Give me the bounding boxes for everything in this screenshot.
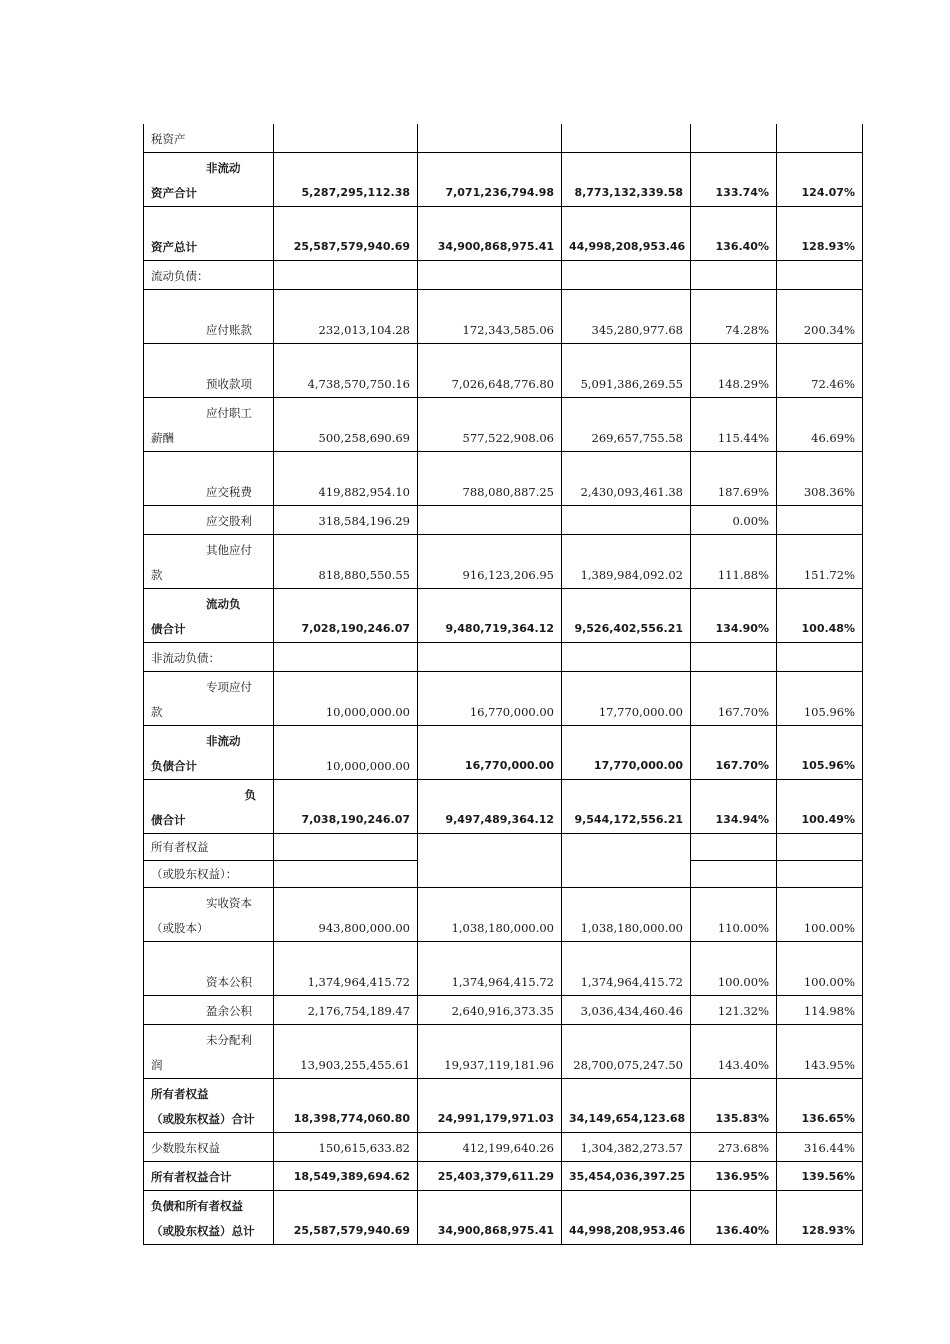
table-row <box>144 1079 863 1133</box>
cell-value: 7,038,190,246.07 <box>274 780 418 834</box>
cell-value: 148.29% <box>691 344 777 398</box>
cell-value: 1,374,964,415.72 <box>562 942 691 996</box>
cell-value: 7,028,190,246.07 <box>274 589 418 643</box>
cell-value <box>562 834 691 888</box>
cell-value: 10,000,000.00 <box>274 726 418 780</box>
cell-value: 7,026,648,776.80 <box>418 344 562 398</box>
table-row <box>144 506 863 535</box>
cell-value: 172,343,585.06 <box>418 290 562 344</box>
cell-value: 25,403,379,611.29 <box>418 1162 562 1191</box>
cell-value: 136.65% <box>777 1079 863 1133</box>
cell-value <box>777 834 863 861</box>
cell-value <box>418 124 562 153</box>
cell-value: 788,080,887.25 <box>418 452 562 506</box>
cell-value: 0.00% <box>691 506 777 535</box>
equity-section <box>144 888 863 1245</box>
table-row <box>144 672 863 726</box>
cell-value <box>274 861 418 888</box>
cell-value <box>274 124 418 153</box>
table-row <box>144 1133 863 1162</box>
liabilities-section <box>144 124 863 834</box>
row-label: 负债和所有者权益 （或股东权益）总计 <box>144 1191 274 1245</box>
cell-value: 1,038,180,000.00 <box>562 888 691 942</box>
equity-header-section <box>144 834 863 888</box>
cell-value: 17,770,000.00 <box>562 672 691 726</box>
cell-value: 134.94% <box>691 780 777 834</box>
cell-value: 100.48% <box>777 589 863 643</box>
cell-value: 28,700,075,247.50 <box>562 1025 691 1079</box>
table-row <box>144 996 863 1025</box>
cell-value: 9,544,172,556.21 <box>562 780 691 834</box>
cell-value: 114.98% <box>777 996 863 1025</box>
row-label: 资本公积 <box>144 942 274 996</box>
table-row <box>144 1162 863 1191</box>
cell-value <box>562 124 691 153</box>
table-row <box>144 1025 863 1079</box>
table-row <box>144 834 863 861</box>
cell-value: 134.90% <box>691 589 777 643</box>
row-label: 专项应付 款 <box>144 672 274 726</box>
cell-value: 500,258,690.69 <box>274 398 418 452</box>
cell-value: 72.46% <box>777 344 863 398</box>
table-row <box>144 398 863 452</box>
cell-value <box>777 506 863 535</box>
cell-value: 143.95% <box>777 1025 863 1079</box>
row-label: 预收款项 <box>144 344 274 398</box>
cell-value: 577,522,908.06 <box>418 398 562 452</box>
row-label: 未分配利 润 <box>144 1025 274 1079</box>
cell-value: 44,998,208,953.46 <box>562 1191 691 1245</box>
table-row <box>144 124 863 153</box>
cell-value: 345,280,977.68 <box>562 290 691 344</box>
cell-value: 136.95% <box>691 1162 777 1191</box>
cell-value: 187.69% <box>691 452 777 506</box>
cell-value: 818,880,550.55 <box>274 535 418 589</box>
cell-value: 7,071,236,794.98 <box>418 153 562 207</box>
cell-value: 1,374,964,415.72 <box>274 942 418 996</box>
cell-value <box>691 643 777 672</box>
cell-value <box>274 261 418 290</box>
row-label: 非流动 负债合计 <box>144 726 274 780</box>
cell-value <box>562 261 691 290</box>
row-label: 所有者权益合计 <box>144 1162 274 1191</box>
cell-value: 35,454,036,397.25 <box>562 1162 691 1191</box>
cell-value: 2,640,916,373.35 <box>418 996 562 1025</box>
cell-value: 105.96% <box>777 726 863 780</box>
cell-value: 9,497,489,364.12 <box>418 780 562 834</box>
cell-value <box>274 643 418 672</box>
table-row <box>144 589 863 643</box>
table-row <box>144 942 863 996</box>
cell-value: 136.40% <box>691 207 777 261</box>
cell-value: 412,199,640.26 <box>418 1133 562 1162</box>
cell-value <box>777 643 863 672</box>
cell-value: 100.00% <box>777 942 863 996</box>
table-row <box>144 535 863 589</box>
cell-value: 1,038,180,000.00 <box>418 888 562 942</box>
cell-value: 143.40% <box>691 1025 777 1079</box>
row-label: 少数股东权益 <box>144 1133 274 1162</box>
cell-value <box>418 506 562 535</box>
row-label: 实收资本 （或股本） <box>144 888 274 942</box>
cell-value: 124.07% <box>777 153 863 207</box>
cell-value: 273.68% <box>691 1133 777 1162</box>
table-row <box>144 452 863 506</box>
cell-value: 916,123,206.95 <box>418 535 562 589</box>
cell-value: 2,430,093,461.38 <box>562 452 691 506</box>
row-label: 负 债合计 <box>144 780 274 834</box>
cell-value: 121.32% <box>691 996 777 1025</box>
cell-value: 34,900,868,975.41 <box>418 1191 562 1245</box>
table-row <box>144 261 863 290</box>
table-row <box>144 888 863 942</box>
cell-value <box>691 861 777 888</box>
row-label: 流动负债： <box>144 261 274 290</box>
row-label: 所有者权益 <box>144 834 274 861</box>
table-row <box>144 726 863 780</box>
row-label: 流动负 债合计 <box>144 589 274 643</box>
cell-value <box>777 261 863 290</box>
cell-value: 18,549,389,694.62 <box>274 1162 418 1191</box>
cell-value: 1,304,382,273.57 <box>562 1133 691 1162</box>
cell-value: 100.00% <box>777 888 863 942</box>
cell-value <box>562 506 691 535</box>
cell-value: 16,770,000.00 <box>418 726 562 780</box>
row-label: 应付职工 薪酬 <box>144 398 274 452</box>
cell-value: 1,389,984,092.02 <box>562 535 691 589</box>
cell-value: 105.96% <box>777 672 863 726</box>
cell-value: 34,149,654,123.68 <box>562 1079 691 1133</box>
cell-value: 269,657,755.58 <box>562 398 691 452</box>
row-label: 非流动负债： <box>144 643 274 672</box>
row-label: 所有者权益 （或股东权益）合计 <box>144 1079 274 1133</box>
cell-value: 9,480,719,364.12 <box>418 589 562 643</box>
row-label: 盈余公积 <box>144 996 274 1025</box>
cell-value: 167.70% <box>691 726 777 780</box>
table-row <box>144 643 863 672</box>
row-label: 税资产 <box>144 124 274 153</box>
cell-value <box>777 124 863 153</box>
cell-value: 318,584,196.29 <box>274 506 418 535</box>
cell-value <box>777 861 863 888</box>
cell-value: 232,013,104.28 <box>274 290 418 344</box>
cell-value: 25,587,579,940.69 <box>274 1191 418 1245</box>
row-label: （或股东权益）： <box>144 861 274 888</box>
cell-value: 133.74% <box>691 153 777 207</box>
cell-value: 1,374,964,415.72 <box>418 942 562 996</box>
cell-value <box>418 834 562 888</box>
cell-value <box>691 834 777 861</box>
cell-value: 16,770,000.00 <box>418 672 562 726</box>
cell-value: 4,738,570,750.16 <box>274 344 418 398</box>
row-label: 应交税费 <box>144 452 274 506</box>
cell-value: 150,615,633.82 <box>274 1133 418 1162</box>
cell-value: 136.40% <box>691 1191 777 1245</box>
row-label: 非流动 资产合计 <box>144 153 274 207</box>
table-row <box>144 1191 863 1245</box>
cell-value: 419,882,954.10 <box>274 452 418 506</box>
cell-value: 110.00% <box>691 888 777 942</box>
cell-value: 18,398,774,060.80 <box>274 1079 418 1133</box>
cell-value <box>562 643 691 672</box>
cell-value <box>418 643 562 672</box>
cell-value: 13,903,255,455.61 <box>274 1025 418 1079</box>
cell-value: 2,176,754,189.47 <box>274 996 418 1025</box>
cell-value: 9,526,402,556.21 <box>562 589 691 643</box>
table-row <box>144 207 863 261</box>
table-row <box>144 780 863 834</box>
cell-value: 25,587,579,940.69 <box>274 207 418 261</box>
cell-value: 151.72% <box>777 535 863 589</box>
balance-sheet-table <box>143 124 863 1245</box>
cell-value: 8,773,132,339.58 <box>562 153 691 207</box>
cell-value <box>691 124 777 153</box>
cell-value: 316.44% <box>777 1133 863 1162</box>
cell-value <box>274 834 418 861</box>
cell-value: 100.00% <box>691 942 777 996</box>
cell-value: 19,937,119,181.96 <box>418 1025 562 1079</box>
cell-value: 135.83% <box>691 1079 777 1133</box>
table-row <box>144 344 863 398</box>
cell-value: 128.93% <box>777 207 863 261</box>
row-label: 资产总计 <box>144 207 274 261</box>
cell-value: 44,998,208,953.46 <box>562 207 691 261</box>
cell-value: 308.36% <box>777 452 863 506</box>
cell-value: 167.70% <box>691 672 777 726</box>
cell-value: 5,091,386,269.55 <box>562 344 691 398</box>
cell-value: 100.49% <box>777 780 863 834</box>
table-row <box>144 290 863 344</box>
cell-value <box>691 261 777 290</box>
cell-value: 46.69% <box>777 398 863 452</box>
cell-value: 3,036,434,460.46 <box>562 996 691 1025</box>
cell-value: 17,770,000.00 <box>562 726 691 780</box>
cell-value: 128.93% <box>777 1191 863 1245</box>
cell-value: 74.28% <box>691 290 777 344</box>
cell-value: 5,287,295,112.38 <box>274 153 418 207</box>
row-label: 应付账款 <box>144 290 274 344</box>
cell-value: 111.88% <box>691 535 777 589</box>
cell-value: 115.44% <box>691 398 777 452</box>
table-row <box>144 153 863 207</box>
cell-value: 34,900,868,975.41 <box>418 207 562 261</box>
row-label: 应交股利 <box>144 506 274 535</box>
cell-value <box>418 261 562 290</box>
row-label: 其他应付 款 <box>144 535 274 589</box>
cell-value: 10,000,000.00 <box>274 672 418 726</box>
cell-value: 139.56% <box>777 1162 863 1191</box>
cell-value: 943,800,000.00 <box>274 888 418 942</box>
cell-value: 200.34% <box>777 290 863 344</box>
cell-value: 24,991,179,971.03 <box>418 1079 562 1133</box>
